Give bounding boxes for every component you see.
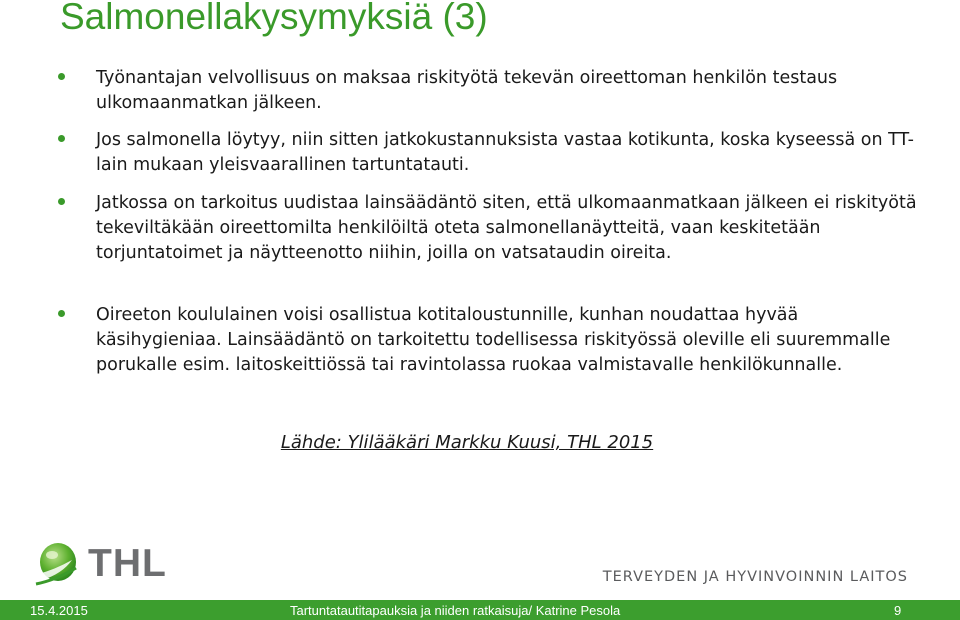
logo-text: THL: [88, 542, 167, 585]
footer-bar: [0, 600, 960, 620]
slide-title: Salmonellakysymyksiä (3): [60, 0, 488, 37]
bullet-list: [58, 66, 918, 378]
bullet-item: [58, 191, 918, 266]
organization-name: TERVEYDEN JA HYVINVOINNIN LAITOS: [602, 569, 908, 585]
footer-title: Tartuntatautitapauksia ja niiden ratkaisuja/ Katrine Pesola: [290, 603, 621, 618]
bullet-item: [58, 128, 918, 178]
bullet-text: Oireeton koululainen voisi osallistua kotitaloustunnille, kunhan noudattaa hyvää käsihygieniaa. Lainsäädäntö on tarkoitettu todellisessa riskityössä oleville eli suuremmalle porukalle esim. laitoskeittiössä tai ravintolassa ruokaa valmistavalle henkilökunnalle.: [96, 305, 891, 375]
page-number: 9: [894, 603, 902, 618]
bullet-dot-icon: [58, 310, 65, 317]
footer-date: 15.4.2015: [30, 603, 88, 618]
bullet-text: Jatkossa on tarkoitus uudistaa lainsäädäntö siten, että ulkomaanmatkaan jälkeen ei riskityötä tekeviltäkään oireettomilta henkilöiltä oteta salmonellanäytteitä, vaan keskitetään torjuntatoimet ja näytteenotto niihin, joilla on vatsataudin oireita.: [96, 193, 917, 263]
bullet-item: [58, 303, 918, 378]
bullet-text: Työnantajan velvollisuus on maksaa riskityötä tekevän oireettoman henkilön testaus ulkomaanmatkan jälkeen.: [96, 68, 838, 113]
bullet-text: Jos salmonella löytyy, niin sitten jatkokustannuksista vastaa kotikunta, koska kyseessä on TT-lain mukaan yleisvaarallinen tartuntatauti.: [96, 130, 914, 175]
source-citation: Lähde: Ylilääkäri Markku Kuusi, THL 2015: [280, 432, 654, 453]
bullet-dot-icon: [58, 73, 65, 80]
bullet-item: [58, 66, 918, 116]
bullet-dot-icon: [58, 198, 65, 205]
bullet-dot-icon: [58, 135, 65, 142]
